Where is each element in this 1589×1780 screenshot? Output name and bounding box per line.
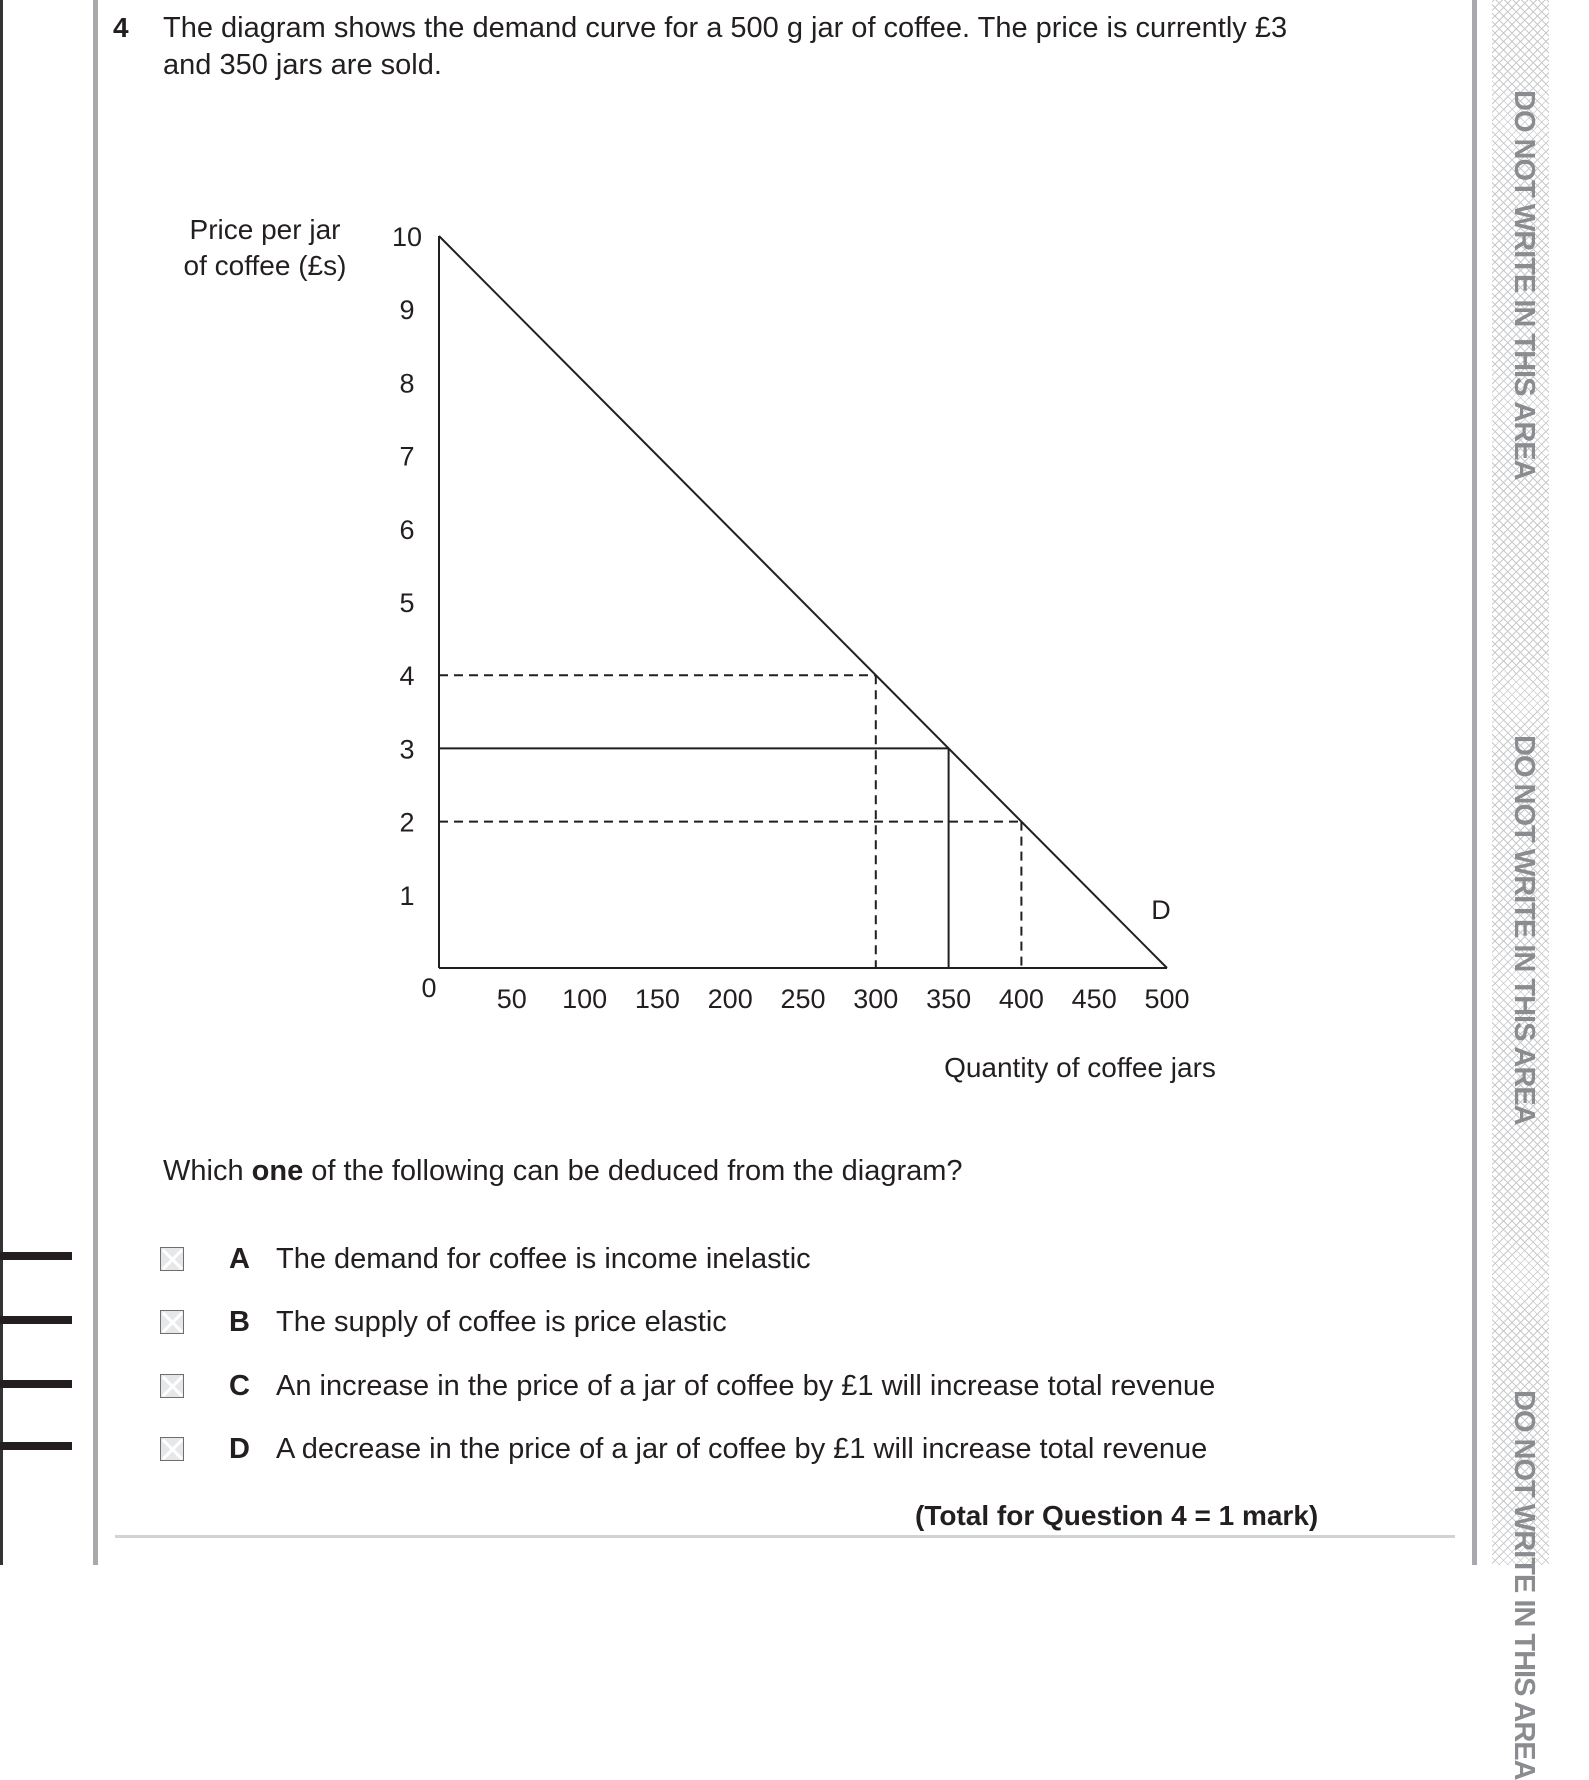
question-prompt: Which one of the following can be deduced from the diagram?	[163, 1155, 963, 1187]
right-margin-line	[1472, 0, 1477, 1565]
answer-marker	[0, 1252, 72, 1260]
answer-marker	[0, 1442, 72, 1450]
x-tick-label: 50	[496, 984, 527, 1014]
x-tick-label: 200	[707, 984, 753, 1014]
checkbox[interactable]	[160, 1310, 184, 1334]
x-tick-label: 350	[926, 984, 972, 1014]
option-c[interactable]: C An increase in the price of a jar of coffee by £1 will increase total revenue	[160, 1369, 1215, 1403]
x-tick-label: 400	[998, 984, 1044, 1014]
y-tick-label: 1	[399, 880, 415, 911]
y-tick-label: 2	[399, 807, 415, 838]
y-tick-label: 4	[399, 661, 415, 692]
x-tick-label: 250	[780, 984, 826, 1014]
x-axis-label: Quantity of coffee jars	[944, 1052, 1216, 1083]
x-tick-label: 100	[562, 984, 608, 1014]
x-tick-label: 300	[853, 984, 899, 1014]
do-not-write-label: DO NOT WRITE IN THIS AREA	[1508, 1390, 1540, 1780]
x-tick-label: 450	[1071, 984, 1117, 1014]
checkbox[interactable]	[160, 1247, 184, 1271]
do-not-write-label: DO NOT WRITE IN THIS AREA	[1508, 735, 1540, 1125]
question-number: 4	[113, 12, 129, 43]
x-tick-label: 150	[634, 984, 680, 1014]
y-tick-label: 7	[399, 441, 415, 472]
origin-label: 0	[421, 973, 437, 1003]
question-total: (Total for Question 4 = 1 mark)	[915, 1500, 1319, 1531]
answer-marker	[0, 1316, 72, 1324]
checkbox[interactable]	[160, 1437, 184, 1461]
separator	[115, 1535, 1455, 1538]
series-label: D	[1151, 895, 1171, 925]
question-text: The diagram shows the demand curve for a 500 g jar of coffee. The price is currently £3 and 350 jars are sold.	[163, 12, 1288, 81]
y-tick-label: 5	[399, 588, 415, 618]
x-tick-label: 500	[1144, 984, 1190, 1014]
y-tick-label: 8	[399, 368, 415, 399]
do-not-write-label: DO NOT WRITE IN THIS AREA	[1508, 90, 1540, 480]
option-a[interactable]: A The demand for coffee is income inelastic	[160, 1242, 811, 1276]
y-tick-label: 9	[399, 295, 415, 326]
y-axis-label-line1: Price per jar	[189, 214, 341, 245]
y-axis-label-line2: of coffee (£s)	[183, 250, 347, 281]
checkbox[interactable]	[160, 1374, 184, 1398]
option-b[interactable]: B The supply of coffee is price elastic	[160, 1305, 727, 1339]
demand-curve	[439, 236, 1167, 968]
y-tick-label: 10	[391, 222, 423, 252]
y-tick-label: 3	[399, 734, 415, 765]
option-d[interactable]: D A decrease in the price of a jar of coffee by £1 will increase total revenue	[160, 1432, 1207, 1466]
y-tick-label: 6	[399, 514, 415, 545]
chart-area	[392, 222, 1190, 1014]
answer-marker	[0, 1380, 72, 1388]
